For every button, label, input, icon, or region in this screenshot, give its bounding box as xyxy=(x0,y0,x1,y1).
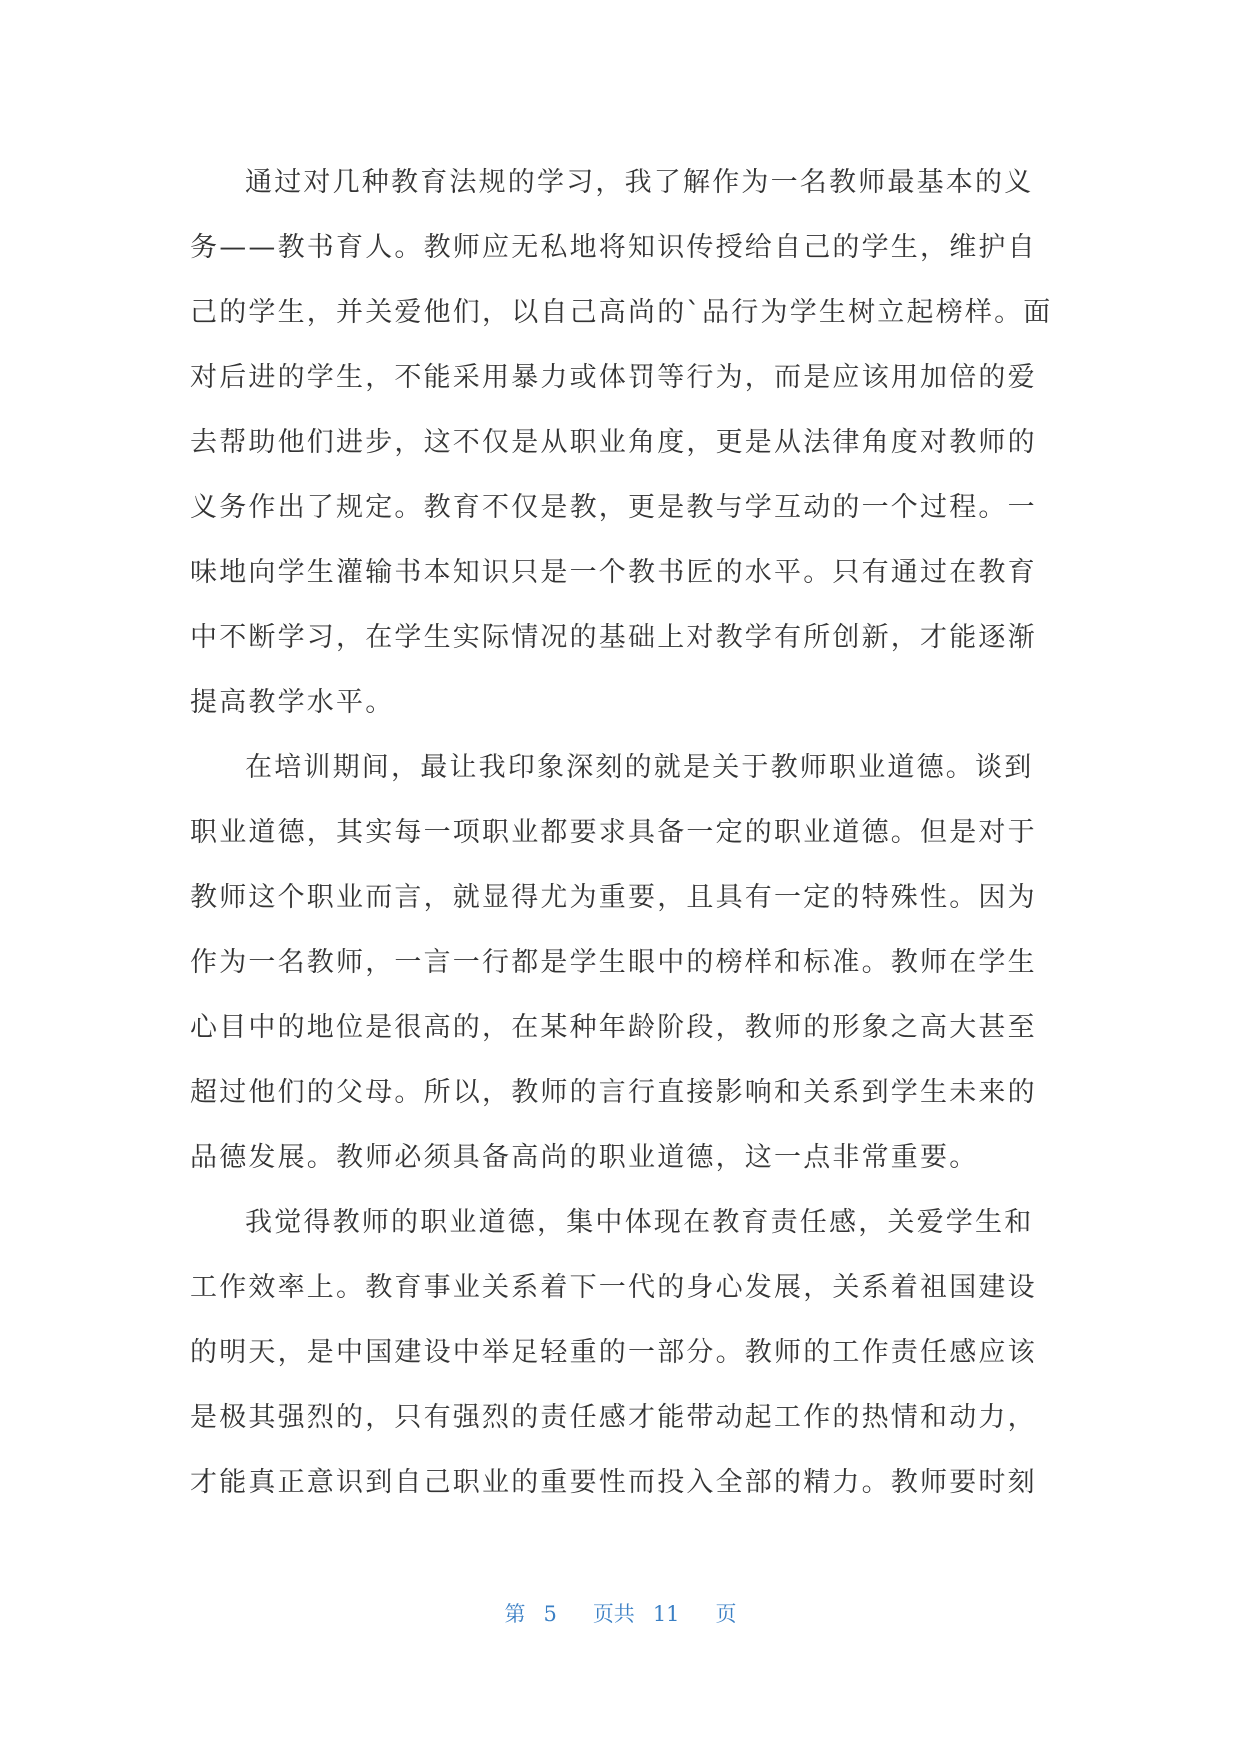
footer-prefix: 第 xyxy=(504,1602,526,1626)
text-line: 味地向学生灌输书本知识只是一个教书匠的水平。只有通过在教育 xyxy=(190,557,1037,588)
text-line: 作为一名教师，一言一行都是学生眼中的榜样和标准。教师在学生 xyxy=(190,947,1037,978)
text-line: 的明天，是中国建设中举足轻重的一部分。教师的工作责任感应该 xyxy=(190,1337,1037,1368)
text-line: 心目中的地位是很高的，在某种年龄阶段，教师的形象之高大甚至 xyxy=(190,1012,1037,1043)
text-line: 我觉得教师的职业道德，集中体现在教育责任感，关爱学生和 xyxy=(245,1207,1034,1238)
text-line: 义务作出了规定。教育不仅是教，更是教与学互动的一个过程。一 xyxy=(190,492,1037,523)
text-line: 才能真正意识到自己职业的重要性而投入全部的精力。教师要时刻 xyxy=(190,1467,1037,1498)
text-line: 教师这个职业而言，就显得尤为重要，且具有一定的特殊性。因为 xyxy=(190,882,1037,913)
text-line: 工作效率上。教育事业关系着下一代的身心发展，关系着祖国建设 xyxy=(190,1272,1037,1303)
text-line: 在培训期间，最让我印象深刻的就是关于教师职业道德。谈到 xyxy=(245,752,1034,783)
text-line: 去帮助他们进步，这不仅是从职业角度，更是从法律角度对教师的 xyxy=(190,427,1037,458)
text-line: 通过对几种教育法规的学习，我了解作为一名教师最基本的义 xyxy=(245,167,1034,198)
footer-suffix: 页 xyxy=(715,1602,737,1626)
footer-total-pages: 11 xyxy=(652,1602,680,1626)
text-line: 品德发展。教师必须具备高尚的职业道德，这一点非常重要。 xyxy=(190,1142,979,1173)
text-line: 对后进的学生，不能采用暴力或体罚等行为，而是应该用加倍的爱 xyxy=(190,362,1037,393)
text-line: 是极其强烈的，只有强烈的责任感才能带动起工作的热情和动力， xyxy=(190,1402,1037,1433)
text-line: 超过他们的父母。所以，教师的言行直接影响和关系到学生未来的 xyxy=(190,1077,1037,1108)
text-line: 职业道德，其实每一项职业都要求具备一定的职业道德。但是对于 xyxy=(190,817,1037,848)
footer-middle: 页共 xyxy=(592,1602,635,1626)
text-line: 提高教学水平。 xyxy=(190,687,395,718)
page-footer xyxy=(0,1598,1241,1628)
footer-current-page: 5 xyxy=(543,1602,557,1626)
document-body xyxy=(190,150,1053,1515)
text-line: 务——教书育人。教师应无私地将知识传授给自己的学生，维护自 xyxy=(190,232,1037,263)
text-line: 己的学生，并关爱他们，以自己高尚的`品行为学生树立起榜样。面 xyxy=(190,297,1053,328)
text-line: 中不断学习，在学生实际情况的基础上对教学有所创新，才能逐渐 xyxy=(190,622,1037,653)
